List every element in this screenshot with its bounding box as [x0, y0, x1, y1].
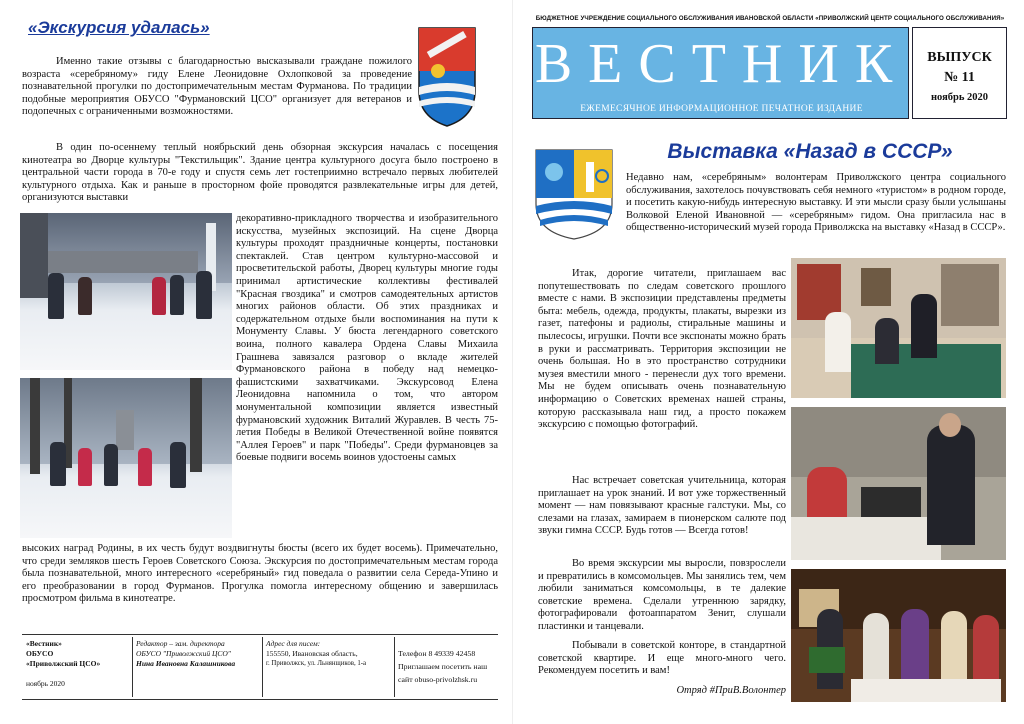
right-photo-exhibit — [791, 258, 1006, 398]
left-footer — [22, 634, 498, 700]
sheet-divider — [512, 0, 513, 724]
privolzhsk-coat-of-arms-icon — [532, 146, 616, 242]
right-p2-block — [538, 268, 786, 432]
footer-line: ноябрь 2020 — [26, 679, 65, 688]
right-paragraph-5: Побывали в советской конторе, в стандартной советской квартире. И еще много-много чего. Рекомендуем посетить и вам! — [538, 640, 786, 677]
footer-col-editor — [136, 639, 258, 669]
footer-divider — [132, 637, 133, 697]
left-intro-paragraph: Именно такие отзывы с благодарностью высказывали граждане пожилого возраста «серебряному» гиду Елене Леонидовне Охлопковой за проведение познавательной прогулки по достопримечательным местам Фурманова. По традиции подобные мероприятия ОБУСО "Фурмановский ЦСО" организует для ветеранов и подопечных с ограниченными возможностями. — [22, 56, 412, 118]
footer-line: Адрес для писем: — [266, 639, 321, 648]
issue-box — [912, 27, 1007, 119]
footer-divider — [394, 637, 395, 697]
right-p3-block — [538, 475, 786, 538]
signature: Отряд #ПриВ.Волонтер — [676, 685, 786, 696]
footer-col-contacts — [398, 647, 498, 686]
left-para2-bottom: высоких наград Родины, в их честь будут воздвигнуты бюсты (всего их будет восемь). Примечательно, что среди земляков шесть Героев Советского Союза. Экскурсия по достопримечательным местам города была познавательной, много интересного «серебряный» гид поведала о развитии села Середа-Упино и его преобразовании в город Фурманов. Прогулка помогла интересному общению и завершилась просмотром фильма в кинотеатре. — [22, 543, 498, 605]
footer-line: Нина Ивановна Калашникова — [136, 659, 236, 668]
left-para2-bottom-block — [22, 543, 498, 606]
issue-number: № 11 — [944, 70, 975, 85]
left-para2-top: В один по-осеннему теплый ноябрьский день обзорная экскурсия началась с посещения кинотеатра во Дворце культуры "Текстильщик". Здание центра культурного досуга было построено в центральной части города в 70-е году и спустя семь лет гостеприимно встречало первых любителей культурного отдыха. Как и раньше в просторном фойе проводятся развлекательные игры для детей, организуются выставки — [22, 142, 498, 204]
masthead — [532, 27, 909, 119]
right-paragraph-3: Нас встречает советская учительница, которая приглашает на урок знаний. И вот уже торжественный момент — нам повязывают красные галстуки. Мы, со слезами на глазах, замираем в пионерском салюте под звуки гимна СССР. Будь готов — Всегда готов! — [538, 475, 786, 537]
footer-divider — [262, 637, 263, 697]
footer-col-address — [266, 639, 386, 669]
footer-line — [26, 669, 130, 679]
left-intro-block — [22, 56, 412, 119]
publisher-line: БЮДЖЕТНОЕ УЧРЕЖДЕНИЕ СОЦИАЛЬНОГО ОБСЛУЖИВАНИЯ ИВАНОВСКОЙ ОБЛАСТИ «ПРИВОЛЖСКИЙ ЦЕНТР СОЦИАЛЬНОГО ОБСЛУЖИВАНИЯ» — [535, 15, 1005, 22]
footer-line: «Вестник» — [26, 639, 62, 648]
footer-line: ОБУСО — [26, 649, 54, 658]
footer-line: ОБУСО "Приволжский ЦСО" — [136, 649, 231, 658]
left-para2-column: декоративно-прикладного творчества и изобразительного искусства, музейных экспозиций. На сцене Дворца культуры проходят праздничные концерты, постановки спектаклей. Став центром культурно-массовой и просветительской работы, Дворец культуры многие годы принимал артистические коллективы фестивалей "Красная гвоздика" и смотров самодеятельных артистов многих районов области. Об этих праздниках и содержательном отдыхе были воспоминания на пути к Монументу Славы. У бюста легендарного советского воина, полного кавалера Ордена Славы Михаила Грашнева завязался разговор о вкладе жителей Фурмановского района в победу над немецко-фашистскими захватчиками. Экскурсовод Елена Леонидовна напомнила о том, что автором монументальной композиции является известный фурмановский художник Виталий Журавлев. В честь 75-летия Победы в Великой Отечественной войне появятся "Аллея Героев" и парк "Победы". Среди фурмановцев за боевые подвиги восемь воинов удостоены самых — [236, 213, 498, 464]
footer-line: Редактор – зам. директора — [136, 639, 225, 648]
footer-line: Приглашаем посетить наш — [398, 662, 488, 671]
footer-line: 155550, Ивановская область, — [266, 649, 358, 658]
footer-line: г. Приволжск, ул. Льнянщиков, 1-а — [266, 660, 367, 667]
right-photo-office — [791, 407, 1006, 560]
left-article-title: «Экскурсия удалась» — [28, 18, 210, 37]
masthead-title: ВЕСТНИК — [534, 33, 909, 95]
left-column-block — [236, 213, 498, 465]
issue-date: ноябрь 2020 — [930, 92, 989, 103]
right-paragraph-1: Недавно нам, «серебряным» волонтерам Приволжского центра социального обслуживания, захотелось почувствовать себя немного «туристом» в родном городе, и посетить какую-нибудь интересную выставку. И эти мысли сразу были услышаны Волковой Еленой Ивановной — «серебряным» гидом. Она пригласила нас в общественно-исторический музей города Приволжска на выставку «Назад в СССР». — [626, 172, 1006, 234]
right-photo-accordion — [791, 569, 1006, 702]
left-para2-top-block — [22, 142, 498, 205]
right-p5-block — [538, 640, 786, 678]
left-photo-monument — [20, 213, 232, 370]
right-p4-block — [538, 558, 786, 634]
footer-line: сайт obuso-privolzhsk.ru — [398, 675, 478, 684]
masthead-subtitle: ЕЖЕМЕСЯЧНОЕ ИНФОРМАЦИОННОЕ ПЕЧАТНОЕ ИЗДАНИЕ — [580, 104, 863, 114]
issue-label: ВЫПУСК — [927, 50, 992, 65]
right-article-title: Выставка «Назад в СССР» — [667, 140, 953, 163]
right-paragraph-2: Итак, дорогие читатели, приглашаем вас попутешествовать по следам советского прошлого вместе с нами. В экспозиции представлены предметы быта: мебель, одежда, продукты, плакаты, вырезки из газет, патефоны и радиолы, стиральные машины и пылесосы, игрушки. Почти все экспонаты можно брать в руки и рассматривать. Территория экспозиции не очень большая. Но в это пространство сотрудники музея вместили много - перенесли дух того времени. Мы не будем описывать очень познавательную информацию о Советских временах нашей страны, которую рассказывала наш гид, а просто покажем экскурсию с помощью фотографий. — [538, 268, 786, 431]
footer-line: «Приволжский ЦСО» — [26, 659, 101, 668]
left-photo-park — [20, 378, 232, 538]
footer-col-newspaper — [26, 639, 130, 689]
right-paragraph-4: Во время экскурсии мы выросли, повзрослели и превратились в комсомольцев. Мы занялись тем, чем любили заниматься комсомольцы, в те далекие советские времена. Сделали утреннюю зарядку, фотографировали фотоаппаратом Зенит, слушали пластинки и танцевали. — [538, 558, 786, 632]
furmanov-coat-of-arms-icon — [416, 25, 478, 129]
right-p1-block — [626, 172, 1006, 235]
footer-line: Телефон 8 49339 42458 — [398, 649, 476, 658]
